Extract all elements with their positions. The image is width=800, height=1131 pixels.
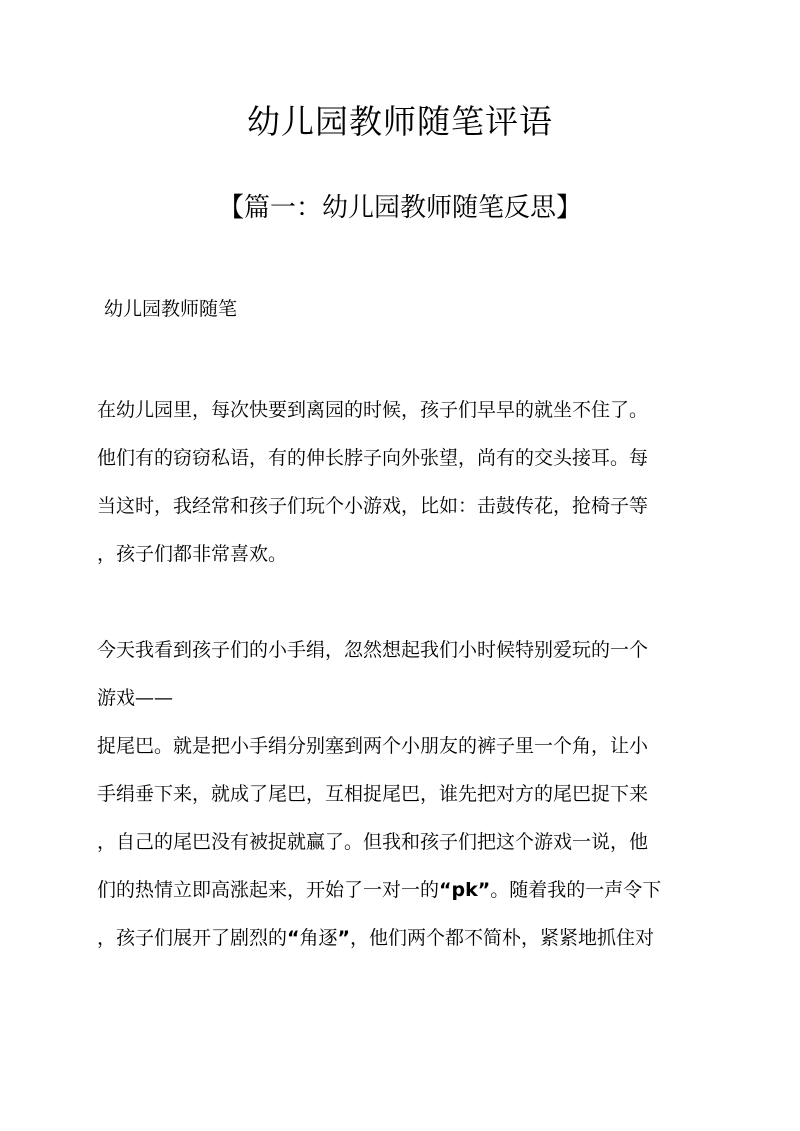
paragraph-line [97, 866, 697, 914]
bold-open-quote: “ [287, 927, 300, 949]
paragraph-line: 游戏—— [97, 687, 174, 709]
text-run: 。随着我的一声令下 [490, 879, 662, 901]
text-run: 角逐 [299, 927, 338, 949]
paragraph-3 [97, 722, 697, 962]
bold-close-quote: ” [337, 927, 351, 949]
paragraph-line: 手绢垂下来，就成了尾巴，互相捉尾巴，谁先把对方的尾巴捉下来 [97, 783, 649, 805]
section-heading: 幼儿园教师随笔 [104, 298, 238, 320]
paragraph-1 [97, 386, 697, 578]
paragraph-line: ，自己的尾巴没有被捉就赢了。但我和孩子们把这个游戏一说，他 [97, 831, 649, 853]
text-run: ，他们两个都不简朴，紧紧地抓住对 [350, 927, 655, 949]
paragraph-line: 当这时，我经常和孩子们玩个小游戏，比如：击鼓传花，抢椅子等 [97, 495, 649, 517]
paragraph-line [97, 914, 697, 962]
bold-quoted-term: “pk” [439, 879, 491, 901]
paragraph-2 [97, 626, 697, 722]
document-subtitle: 【篇一：幼儿园教师随笔反思】 [217, 193, 582, 223]
paragraph-line: 他们有的窃窃私语，有的伸长脖子向外张望，尚有的交头接耳。每 [97, 447, 649, 469]
paragraph-line: 捉尾巴。就是把小手绢分别塞到两个小朋友的裤子里一个角，让小 [97, 735, 649, 757]
document-title: 幼儿园教师随笔评语 [247, 102, 553, 141]
paragraph-line: ，孩子们都非常喜欢。 [97, 543, 288, 565]
paragraph-line: 在幼儿园里，每次快要到离园的时候，孩子们早早的就坐不住了。 [97, 399, 649, 421]
paragraph-line: 今天我看到孩子们的小手绢，忽然想起我们小时候特别爱玩的一个 [97, 639, 649, 661]
text-run: 们的热情立即高涨起来，开始了一对一的 [97, 879, 440, 901]
text-run: ，孩子们展开了剧烈的 [97, 927, 288, 949]
